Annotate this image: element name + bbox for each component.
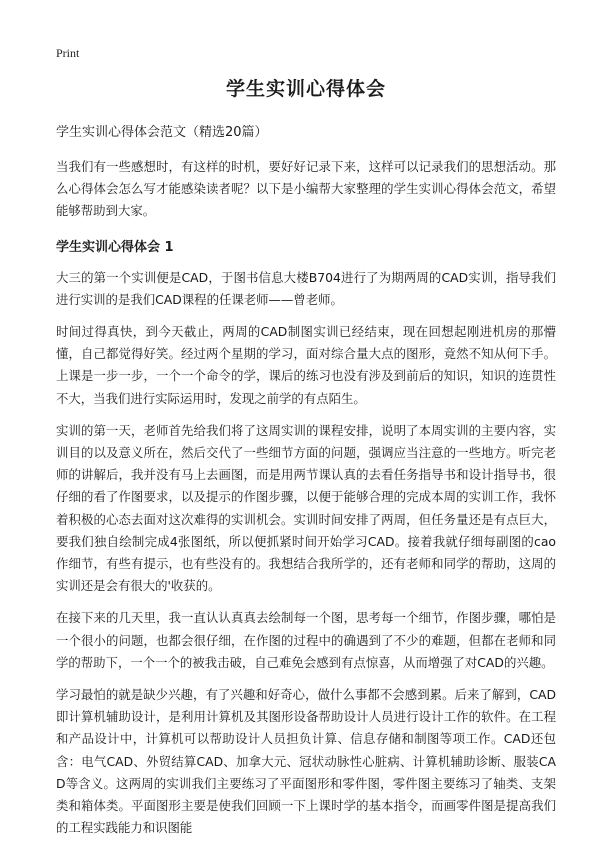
section-heading: 学生实训心得体会 1 [56,239,174,255]
document-title: 学生实训心得体会 [225,78,386,100]
print-link[interactable]: Print [56,46,80,60]
document-subtitle: 学生实训心得体会范文（精选20篇） [56,125,268,140]
body-paragraph: 在接下来的几天里，我一直认认真真去绘制每一个图，思考每一个细节，作图步骤，哪怕是一个很小的问题，也都会很仔细，在作图的过程中的确遇到了不少的难题，但都在老师和同学的帮助下，一个一个的被我击破，自己难免会感到有点惊喜，从而增强了对CAD的兴趣。 [56,610,556,670]
body-paragraph: 学习最怕的就是缺少兴趣，有了兴趣和好奇心，做什么事都不会感到累。后来了解到，CAD即计算机辅助设计，是利用计算机及其图形设备帮助设计人员进行设计工作的软件。在工程和产品设计中，计算机可以帮助设计人员担负计算、信息存储和制图等项工作。CAD还包含：电气CAD、外贸结算CAD、加拿大元、冠状动脉性心脏病、计算机辅助诊断、服装CAD等含义。这两周的实训我们主要练习了平面图形和零件图，零件图主要练习了轴类、支架类和箱体类。平面图形主要是使我们回顾一下上课时学的基本指令，而画零件图是提高我们的工程实践能力和识图能 [56,687,556,836]
intro-paragraph: 当我们有一些感想时，有这样的时机，要好好记录下来，这样可以记录我们的思想活动。那么心得体会怎么写才能感染读者呢？以下是小编帮大家整理的学生实训心得体会范文，希望能够帮助到大家。 [56,159,556,219]
body-paragraph: 时间过得真快，到今天截止，两周的CAD制图实训已经结束，现在回想起刚进机房的那懵懂，自己都觉得好笑。经过两个星期的学习，面对综合量大点的图形，竟然不知从何下手。上课是一步一步，一个一个命令的学，课后的练习也没有涉及到前后的知识，知识的连贯性不大，当我们进行实际运用时，发现之前学的有点陌生。 [56,324,556,406]
document-body [56,76,556,849]
body-paragraph: 大三的第一个实训便是CAD，于图书信息大楼B704进行了为期两周的CAD实训，指导我们进行实训的是我们CAD课程的任课老师——曾老师。 [56,269,556,307]
body-paragraph: 实训的第一天，老师首先给我们将了这周实训的课程安排，说明了本周实训的主要内容，实训目的以及意义所在，然后交代了一些细节方面的问题，强调应当注意的一些地方。听完老师的讲解后，我并没有马上去画图，而是用两节课认真的去看任务指导书和设计指导书，很仔细的看了作图要求，以及提示的作图步骤，以便于能够合理的完成本周的实训工作，我怀着积极的心态去面对这次难得的实训机会。实训时间安排了两周，但任务量还是有点巨大，要我们独自绘制完成4张图纸，所以便抓紧时间开始学习CAD。接着我就仔细每副图的cao作细节，有些有提示，也有些没有的。我想结合我所学的，还有老师和同学的帮助，这周的实训还是会有很大的'收获的。 [56,422,556,594]
